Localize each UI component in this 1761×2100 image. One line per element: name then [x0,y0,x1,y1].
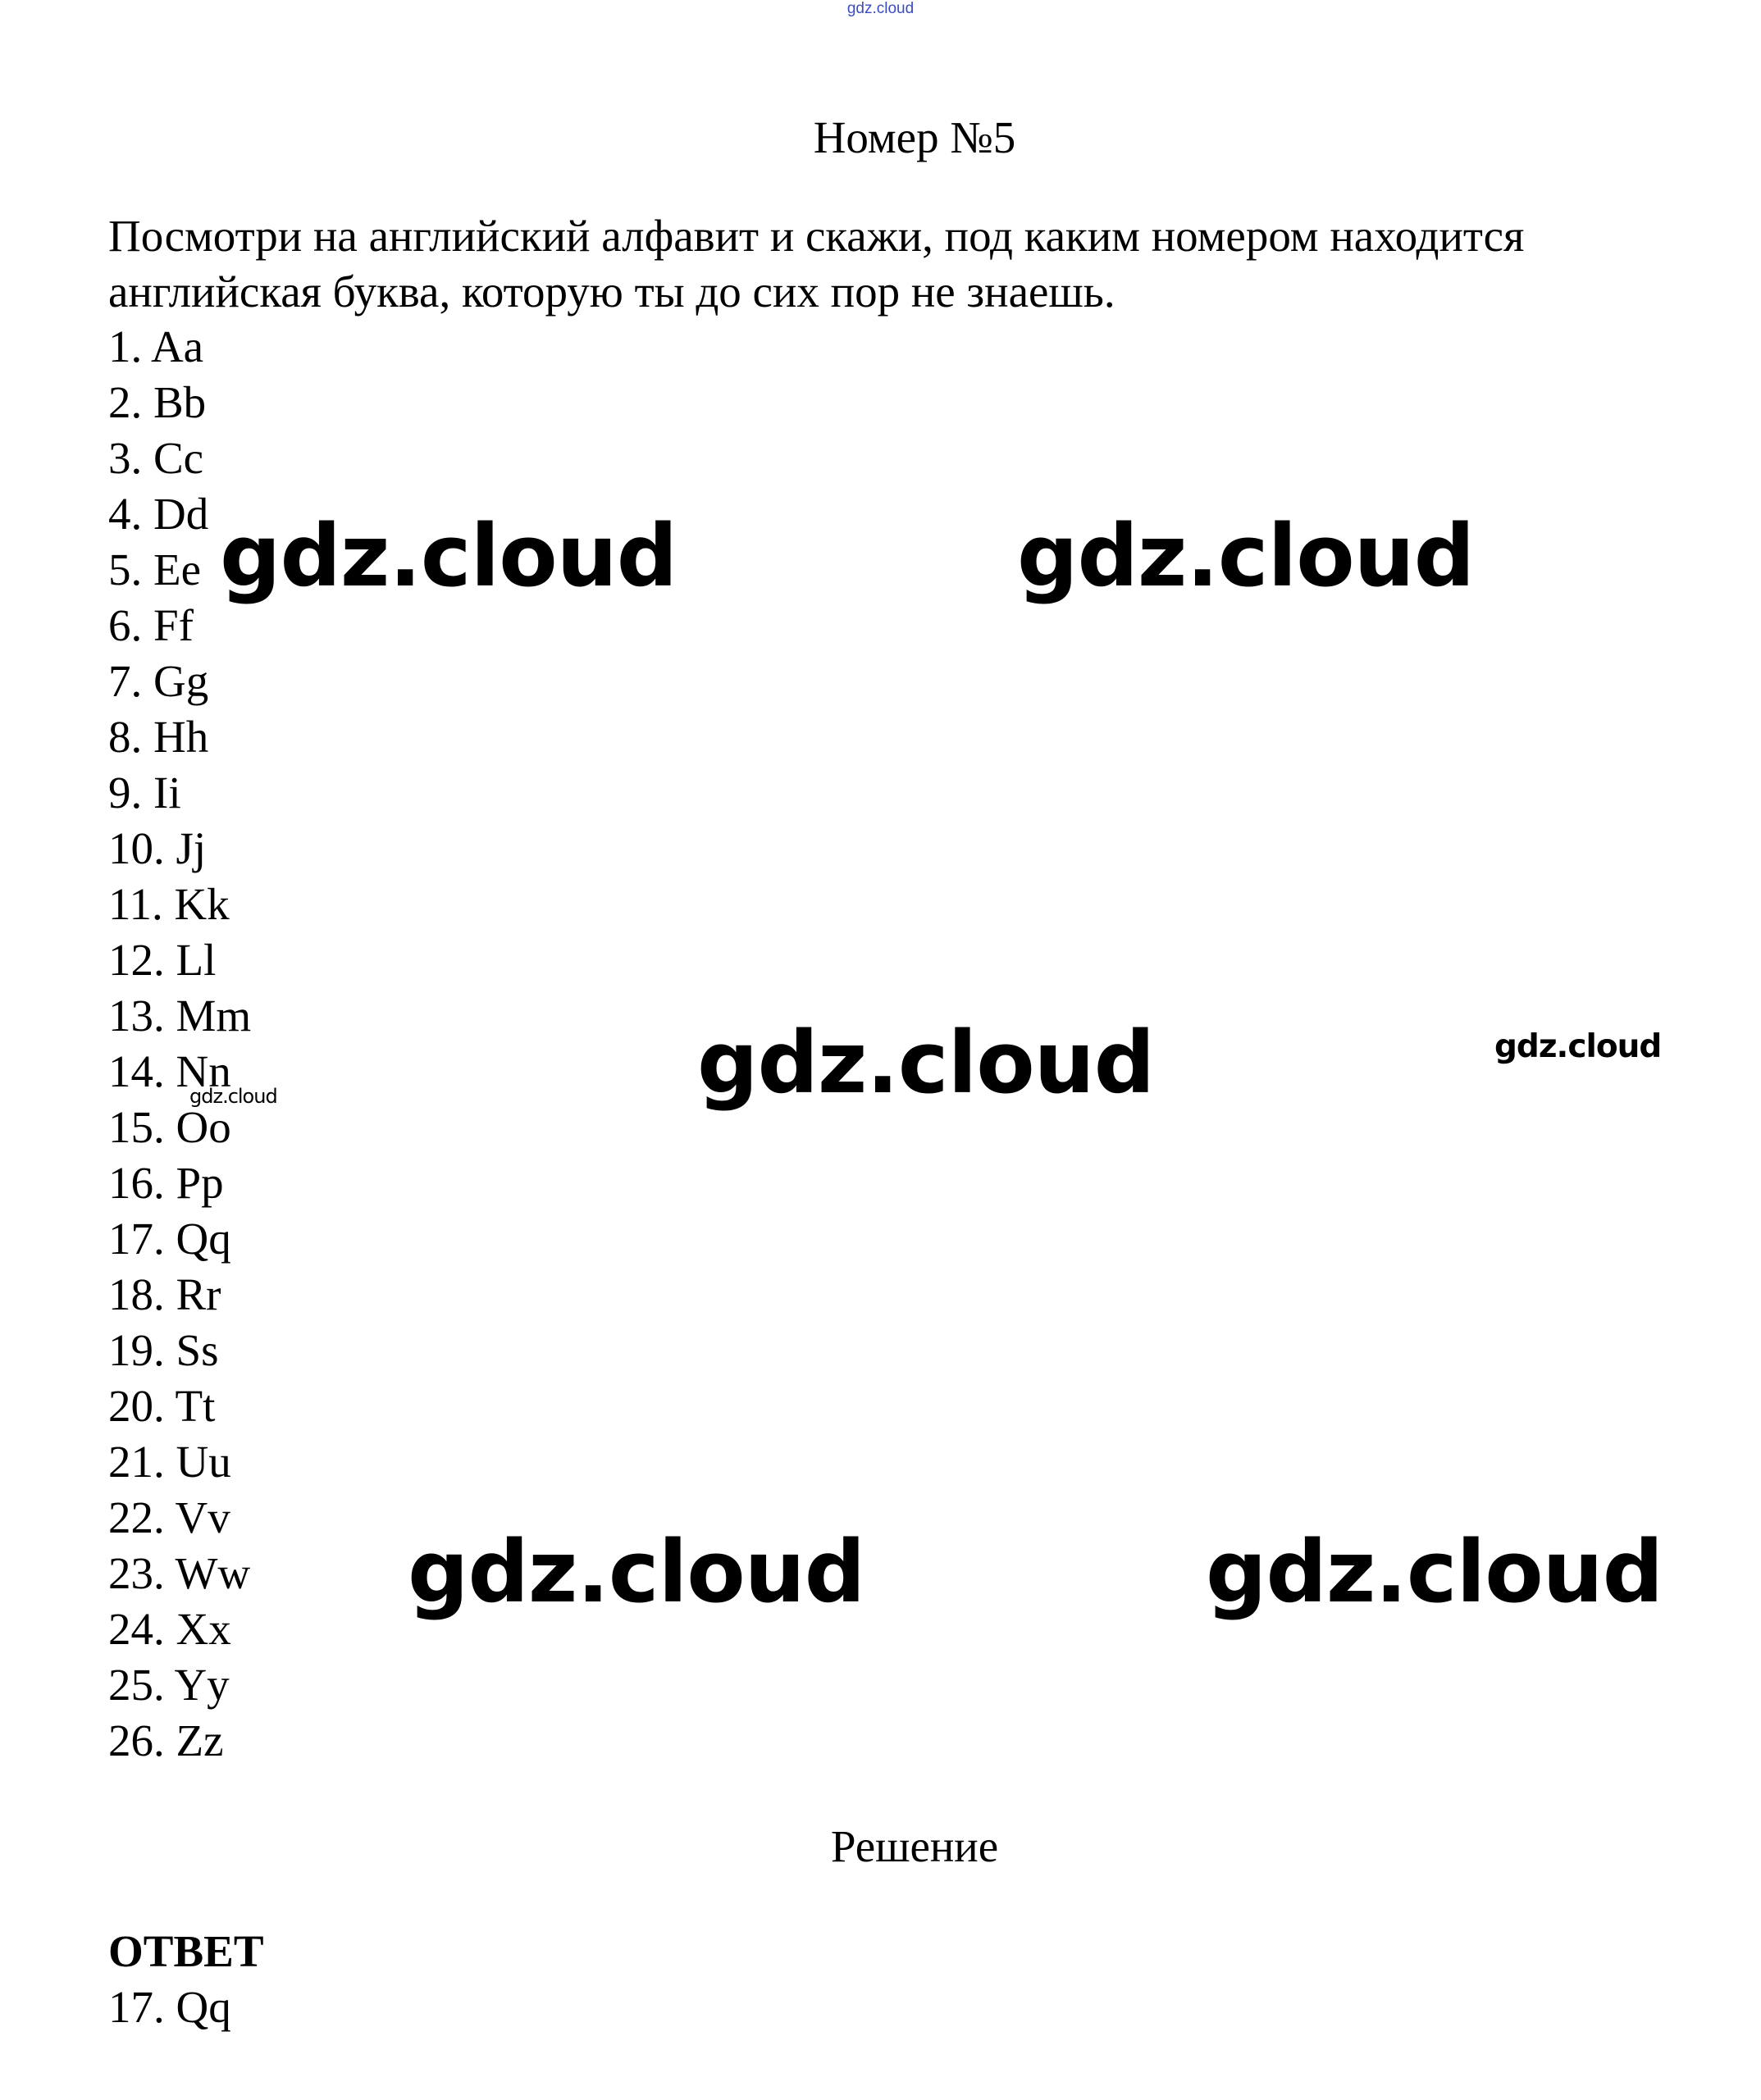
list-item: 7. Gg [108,656,209,706]
list-item: 3. Cc [108,433,204,483]
watermark: gdz.cloud [1206,1522,1663,1622]
list-item: 12. Ll [108,935,217,985]
list-item: 20. Tt [108,1381,216,1431]
list-item: 21. Uu [108,1437,231,1487]
list-item: 10. Jj [108,823,207,873]
list-item: 6. Ff [108,600,194,650]
list-item: 23. Ww [108,1548,251,1598]
answer-label: ОТВЕТ [108,1926,264,1976]
list-item: 19. Ss [108,1325,219,1375]
solution-heading: Решение [830,1821,999,1871]
watermark: gdz.cloud [697,1013,1155,1113]
list-item: 18. Rr [108,1269,221,1319]
source-mark: gdz.cloud [846,0,915,17]
list-item: 9. Ii [108,768,181,818]
list-item: 13. Mm [108,991,252,1041]
answer-value: 17. Qq [108,1982,231,2032]
watermark: gdz.cloud [1494,1028,1662,1065]
watermark: gdz.cloud [220,506,677,606]
list-item: 4. Dd [108,489,209,539]
list-item: 16. Pp [108,1158,224,1208]
watermark: gdz.cloud [1017,506,1475,606]
list-item: 15. Oo [108,1102,231,1152]
list-item: 1. Aa [108,321,204,371]
list-item: 5. Ee [108,544,202,594]
list-item: 14. Nn [108,1046,231,1096]
list-item: 22. Vv [108,1492,230,1542]
list-item: 8. Hh [108,712,209,762]
list-item: 11. Kk [108,879,230,929]
list-item: 26. Zz [108,1715,224,1765]
list-item: 17. Qq [108,1214,231,1264]
page-title: Номер №5 [813,112,1016,162]
watermark: gdz.cloud [189,1085,277,1108]
list-item: 25. Yy [108,1660,230,1710]
watermark: gdz.cloud [408,1522,865,1622]
list-item: 2. Bb [108,377,207,427]
task-text: Посмотри на английский алфавит и скажи, под каким номером находится английская буква, которую ты до сих пор не знаешь. [108,211,1525,317]
list-item: 24. Xx [108,1604,231,1654]
